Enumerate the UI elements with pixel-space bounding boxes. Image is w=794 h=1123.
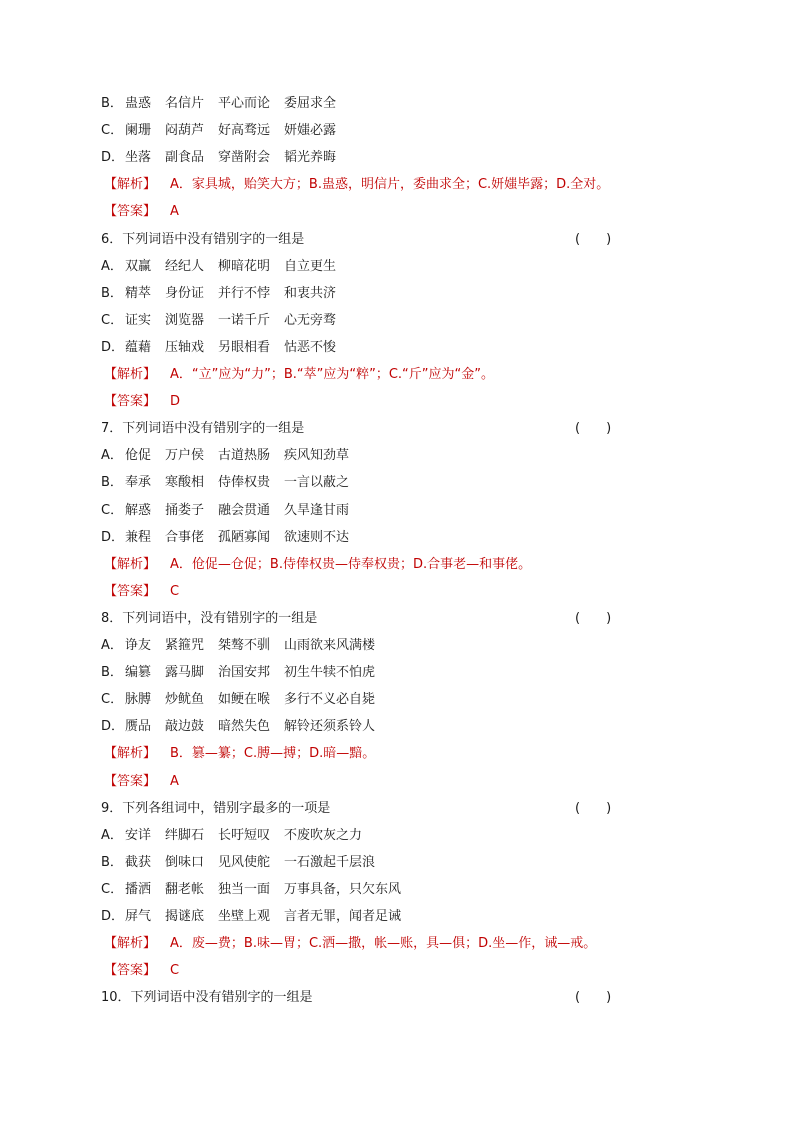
option-term: 万事具备，只欠东风 xyxy=(284,882,402,897)
option-line xyxy=(101,908,734,926)
option-term: 怙恶不悛 xyxy=(284,340,337,355)
option-term: 长吁短叹 xyxy=(218,828,271,843)
option-label: C． xyxy=(101,692,124,707)
analysis-text: A．废—费；B.味—胃；C.洒—撒，帐—账，具—俱；D.坐—作，诫—戒。 xyxy=(170,936,597,951)
option-line xyxy=(101,285,734,303)
option-line xyxy=(101,122,734,140)
option-line xyxy=(101,312,734,330)
option-term: 名信片 xyxy=(165,96,205,111)
question-stem xyxy=(101,420,734,438)
option-term: 穿凿附会 xyxy=(218,150,271,165)
option-term: 翻老帐 xyxy=(165,882,205,897)
option-term: 播洒 xyxy=(125,882,152,897)
analysis-text: A．“立”应为“力”；B.“萃”应为“粹”；C.“斤”应为“金”。 xyxy=(170,367,494,382)
option-term: 敲边鼓 xyxy=(165,719,205,734)
option-label: A． xyxy=(101,448,123,463)
option-line xyxy=(101,339,734,357)
option-term: 好高骛远 xyxy=(218,123,271,138)
option-label: D． xyxy=(101,909,125,924)
answer-blank[interactable]: ( ) xyxy=(575,232,612,247)
option-term: 韬光养晦 xyxy=(284,150,337,165)
answer-line xyxy=(104,393,734,411)
option-term: 孤陋寡闻 xyxy=(218,530,271,545)
option-line xyxy=(101,149,734,167)
option-term: 并行不悖 xyxy=(218,286,271,301)
option-term: 多行不义必自毙 xyxy=(284,692,376,707)
answer-tag: 【答案】 xyxy=(104,584,157,599)
option-term: 如鲠在喉 xyxy=(218,692,271,707)
option-line xyxy=(101,447,734,465)
option-term: 编篡 xyxy=(125,665,152,680)
option-term: 奉承 xyxy=(125,475,152,490)
option-term: 和衷共济 xyxy=(284,286,337,301)
option-line xyxy=(101,502,734,520)
answer-value: A xyxy=(170,774,179,789)
option-label: B． xyxy=(101,665,123,680)
option-term: 见风使舵 xyxy=(218,855,271,870)
analysis-text: B．篡—纂；C.膊—搏；D.暗—黯。 xyxy=(170,746,376,761)
option-term: 脉膊 xyxy=(125,692,152,707)
option-term: 疾风知劲草 xyxy=(284,448,350,463)
option-line xyxy=(101,95,734,113)
option-term: 解惑 xyxy=(125,503,152,518)
analysis-tag: 【解析】 xyxy=(104,746,157,761)
option-term: 蕴藉 xyxy=(125,340,152,355)
answer-value: C xyxy=(170,963,180,978)
option-term: 安详 xyxy=(125,828,152,843)
option-term: 浏览器 xyxy=(165,313,205,328)
option-term: 委屈求全 xyxy=(284,96,337,111)
option-term: 侍俸权贵 xyxy=(218,475,271,490)
option-term: 古道热肠 xyxy=(218,448,271,463)
option-term: 合事佬 xyxy=(165,530,205,545)
analysis-tag: 【解析】 xyxy=(104,936,157,951)
option-term: 桀骜不驯 xyxy=(218,638,271,653)
option-term: 初生牛犊不怕虎 xyxy=(284,665,376,680)
option-label: C． xyxy=(101,882,124,897)
option-term: 山雨欲来风满楼 xyxy=(284,638,376,653)
answer-line xyxy=(104,773,734,791)
analysis-text: A．伧促—仓促；B.侍俸权贵—侍奉权贵；D.合事老—和事佬。 xyxy=(170,557,532,572)
option-term: 证实 xyxy=(125,313,152,328)
analysis-line xyxy=(104,745,734,763)
option-term: 坐壁上观 xyxy=(218,909,271,924)
analysis-tag: 【解析】 xyxy=(104,177,157,192)
option-label: D． xyxy=(101,530,125,545)
question-text: 7．下列词语中没有错别字的一组是 xyxy=(101,421,305,436)
option-term: 言者无罪，闻者足诫 xyxy=(284,909,402,924)
option-label: A． xyxy=(101,638,123,653)
option-term: 另眼相看 xyxy=(218,340,271,355)
option-term: 副食品 xyxy=(165,150,205,165)
option-term: 暗然失色 xyxy=(218,719,271,734)
option-term: 伧促 xyxy=(125,448,152,463)
option-label: C． xyxy=(101,503,124,518)
option-line xyxy=(101,881,734,899)
option-label: C． xyxy=(101,123,124,138)
option-term: 柳暗花明 xyxy=(218,259,271,274)
option-line xyxy=(101,474,734,492)
option-term: 妍媸必露 xyxy=(284,123,337,138)
option-label: D． xyxy=(101,719,125,734)
answer-line xyxy=(104,203,734,221)
answer-tag: 【答案】 xyxy=(104,204,157,219)
option-term: 平心而论 xyxy=(218,96,271,111)
answer-line xyxy=(104,962,734,980)
analysis-tag: 【解析】 xyxy=(104,367,157,382)
option-term: 融会贯通 xyxy=(218,503,271,518)
option-term: 紧箍咒 xyxy=(165,638,205,653)
question-stem xyxy=(101,989,734,1007)
option-label: B． xyxy=(101,96,123,111)
answer-tag: 【答案】 xyxy=(104,963,157,978)
analysis-text: A．家具城，贻笑大方；B.蛊惑，明信片，委曲求全；C.妍媸毕露；D.全对。 xyxy=(170,177,610,192)
option-label: B． xyxy=(101,286,123,301)
answer-value: D xyxy=(170,394,181,409)
option-term: 寒酸相 xyxy=(165,475,205,490)
option-label: B． xyxy=(101,855,123,870)
option-label: A． xyxy=(101,259,123,274)
option-term: 赝品 xyxy=(125,719,152,734)
option-term: 炒鱿鱼 xyxy=(165,692,205,707)
analysis-tag: 【解析】 xyxy=(104,557,157,572)
option-line xyxy=(101,827,734,845)
option-label: C． xyxy=(101,313,124,328)
answer-value: C xyxy=(170,584,180,599)
answer-blank[interactable]: ( ) xyxy=(575,801,612,816)
question-stem xyxy=(101,800,734,818)
option-term: 阑珊 xyxy=(125,123,152,138)
option-term: 一言以蔽之 xyxy=(284,475,350,490)
question-text: 9．下列各组词中，错别字最多的一项是 xyxy=(101,801,331,816)
answer-blank[interactable]: ( ) xyxy=(575,421,612,436)
answer-value: A xyxy=(170,204,179,219)
option-term: 自立更生 xyxy=(284,259,337,274)
option-term: 独当一面 xyxy=(218,882,271,897)
answer-tag: 【答案】 xyxy=(104,394,157,409)
option-term: 揭谜底 xyxy=(165,909,205,924)
option-term: 久旱逢甘雨 xyxy=(284,503,350,518)
option-term: 一石激起千层浪 xyxy=(284,855,376,870)
option-term: 绊脚石 xyxy=(165,828,205,843)
analysis-line xyxy=(104,935,734,953)
option-term: 不废吹灰之力 xyxy=(284,828,363,843)
option-term: 屏气 xyxy=(125,909,152,924)
option-term: 精萃 xyxy=(125,286,152,301)
option-term: 兼程 xyxy=(125,530,152,545)
answer-tag: 【答案】 xyxy=(104,774,157,789)
answer-line xyxy=(104,583,734,601)
option-line xyxy=(101,529,734,547)
answer-blank[interactable]: ( ) xyxy=(575,990,612,1005)
option-term: 一诺千斤 xyxy=(218,313,271,328)
option-line xyxy=(101,718,734,736)
option-term: 截获 xyxy=(125,855,152,870)
option-label: B． xyxy=(101,475,123,490)
option-line xyxy=(101,637,734,655)
question-text: 10．下列词语中没有错别字的一组是 xyxy=(101,990,313,1005)
option-term: 倒味口 xyxy=(165,855,205,870)
analysis-line xyxy=(104,366,734,384)
option-term: 万户侯 xyxy=(165,448,205,463)
option-term: 露马脚 xyxy=(165,665,205,680)
option-label: A． xyxy=(101,828,123,843)
analysis-line xyxy=(104,176,734,194)
option-term: 双赢 xyxy=(125,259,152,274)
option-term: 欲速则不达 xyxy=(284,530,350,545)
option-term: 心无旁骛 xyxy=(284,313,337,328)
option-term: 捅娄子 xyxy=(165,503,205,518)
option-line xyxy=(101,854,734,872)
analysis-line xyxy=(104,556,734,574)
option-term: 身份证 xyxy=(165,286,205,301)
option-term: 蛊惑 xyxy=(125,96,152,111)
option-term: 压轴戏 xyxy=(165,340,205,355)
answer-blank[interactable]: ( ) xyxy=(575,611,612,626)
option-line xyxy=(101,258,734,276)
option-term: 诤友 xyxy=(125,638,152,653)
question-stem xyxy=(101,610,734,628)
option-label: D． xyxy=(101,340,125,355)
option-term: 坐落 xyxy=(125,150,152,165)
question-text: 8．下列词语中，没有错别字的一组是 xyxy=(101,611,318,626)
option-term: 解铃还须系铃人 xyxy=(284,719,376,734)
question-stem xyxy=(101,231,734,249)
option-term: 治国安邦 xyxy=(218,665,271,680)
option-line xyxy=(101,691,734,709)
option-line xyxy=(101,664,734,682)
option-term: 闷葫芦 xyxy=(165,123,205,138)
option-term: 经纪人 xyxy=(165,259,205,274)
question-text: 6．下列词语中没有错别字的一组是 xyxy=(101,232,305,247)
option-label: D． xyxy=(101,150,125,165)
